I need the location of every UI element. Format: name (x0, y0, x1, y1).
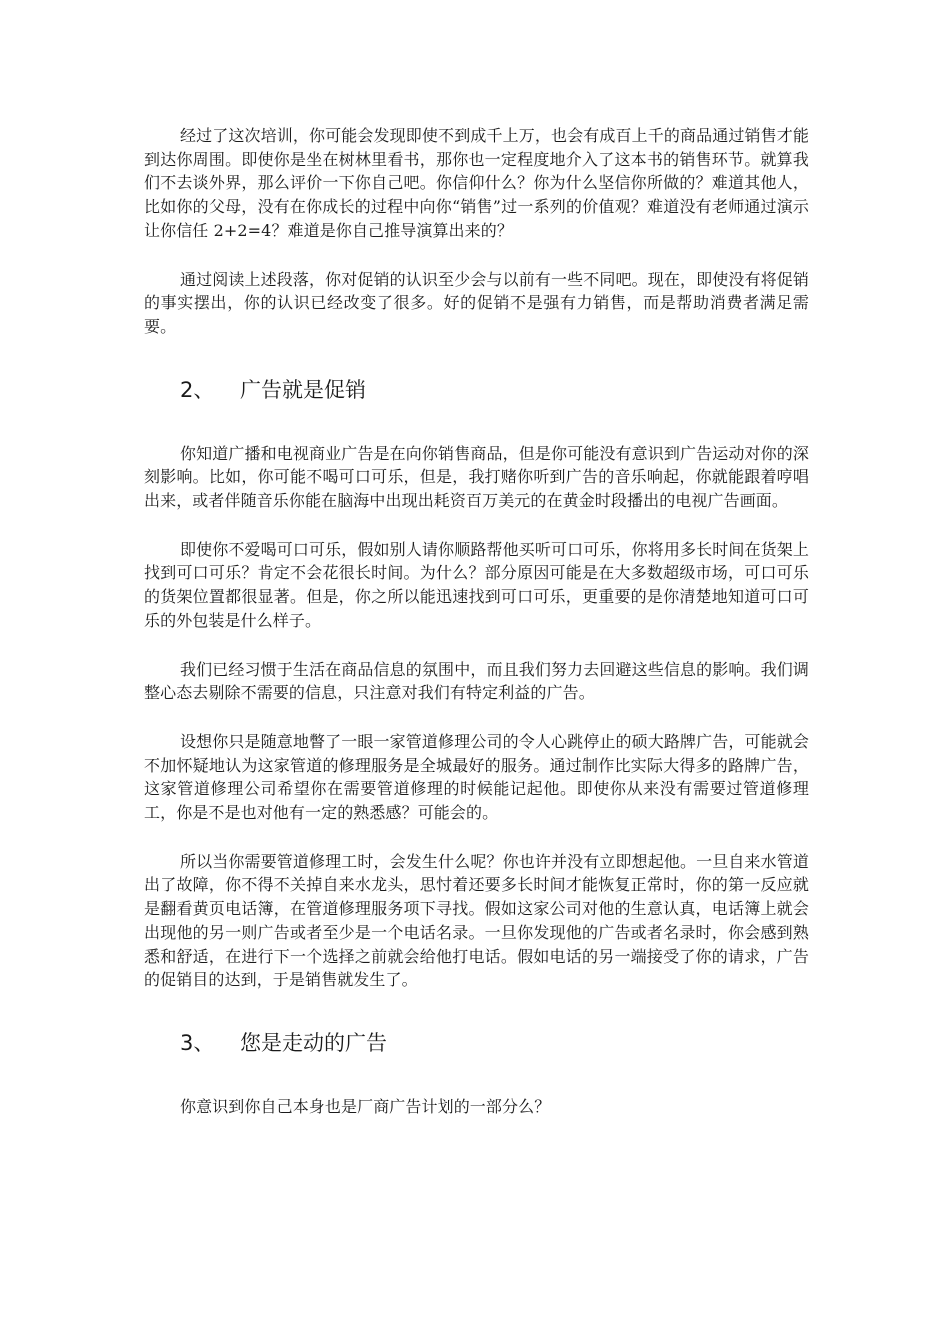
paragraph: 你意识到你自己本身也是厂商广告计划的一部分么？ (180, 1096, 551, 1116)
paragraph: 设想你只是随意地瞥了一眼一家管道修理公司的令人心跳停止的硕大路牌广告，可能就会不加怀疑地认为这家管道的修理服务是全城最好的服务。通过制作比实际大得多的路牌广告，这家管道修理公司希望你在需要管道修理的时候能记起他。即使你从来没有需要过管道修理工，你是不是也对他有一定的熟悉感？可能会的。 (144, 731, 809, 823)
heading-number: 2、 (180, 377, 215, 402)
paragraph: 经过了这次培训，你可能会发现即使不到成千上万，也会有成百上千的商品通过销售才能到达你周围。即使你是坐在树林里看书，那你也一定程度地介入了这本书的销售环节。就算我们不去谈外界，那么评价一下你自己吧。你信仰什么？你为什么坚信你所做的？难道其他人，比如你的父母，没有在你成长的过程中向你“销售”过一系列的价值观？难道没有老师通过演示让你信任 2+2=4？难道是你自己推导演算出来的？ (144, 126, 809, 240)
paragraph: 所以当你需要管道修理工时，会发生什么呢？你也许并没有立即想起他。一旦自来水管道出了故障，你不得不关掉自来水龙头，思忖着还要多长时间才能恢复正常时，你的第一反应就是翻看黄页电话簿，在管道修理服务项下寻找。假如这家公司对他的生意认真，电话簿上就会出现他的另一则广告或者至少是一个电话名录。一旦你发现他的广告或者名录时，你会感到熟悉和舒适，在进行下一个选择之前就会给他打电话。假如电话的另一端接受了你的请求，广告的促销目的达到，于是销售就发生了。 (144, 851, 809, 990)
document-body (144, 124, 809, 1119)
section-heading-2 (144, 375, 809, 405)
heading-title: 广告就是促销 (240, 377, 366, 402)
paragraph: 你知道广播和电视商业广告是在向你销售商品，但是你可能没有意识到广告运动对你的深刻影响。比如，你可能不喝可口可乐，但是，我打赌你听到广告的音乐响起，你就能跟着哼唱出来，或者伴随音乐你能在脑海中出现出耗资百万美元的在黄金时段播出的电视广告画面。 (144, 443, 809, 511)
heading-number: 3、 (180, 1030, 215, 1055)
paragraph: 我们已经习惯于生活在商品信息的氛围中，而且我们努力去回避这些信息的影响。我们调整心态去剔除不需要的信息，只注意对我们有特定利益的广告。 (144, 659, 809, 703)
paragraph: 通过阅读上述段落，你对促销的认识至少会与以前有一些不同吧。现在，即使没有将促销的事实摆出，你的认识已经改变了很多。好的促销不是强有力销售，而是帮助消费者满足需要。 (144, 269, 809, 336)
paragraph: 即使你不爱喝可口可乐，假如别人请你顺路帮他买听可口可乐，你将用多长时间在货架上找到可口可乐？肯定不会花很长时间。为什么？部分原因可能是在大多数超级市场，可口可乐的货架位置都很显著。但是，你之所以能迅速找到可口可乐，更重要的是你清楚地知道可口可乐的外包装是什么样子。 (144, 539, 809, 630)
section-heading-3 (144, 1028, 809, 1058)
heading-title: 您是走动的广告 (240, 1030, 387, 1055)
